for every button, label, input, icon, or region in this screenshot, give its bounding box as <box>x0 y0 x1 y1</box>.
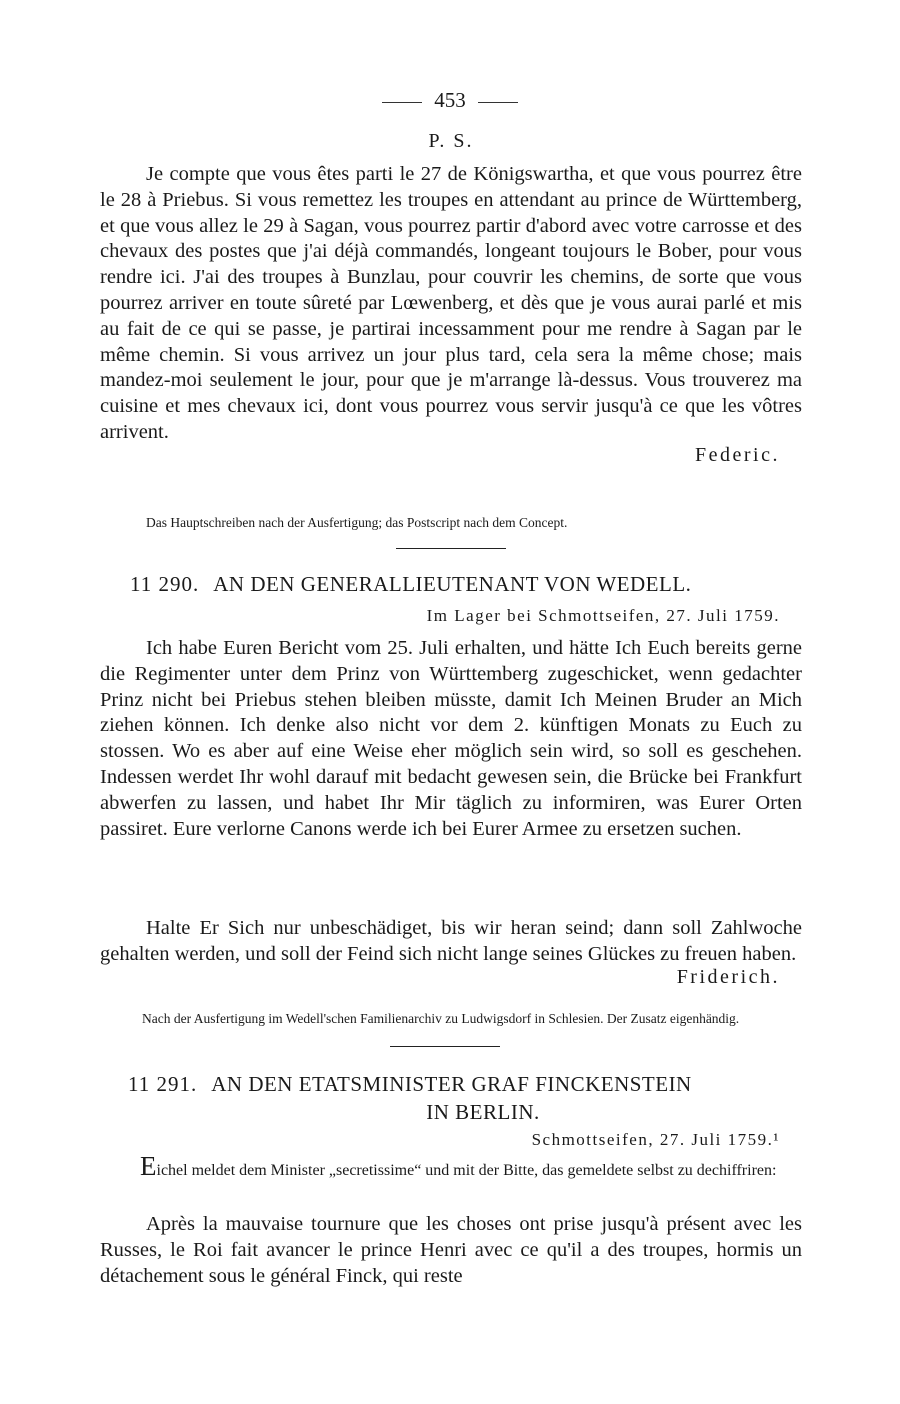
letter-11290-place: Im Lager bei Schmottseifen, 27. Juli 1759. <box>426 606 780 625</box>
letter-11290-source-note <box>100 1010 802 1027</box>
letter-11290-title: AN DEN GENERALLIEUTENANT VON WEDELL. <box>213 572 692 596</box>
ps-heading: P. S. <box>428 130 474 152</box>
letter-11291-number: 11 291. <box>128 1072 198 1096</box>
page-number-dash-left <box>382 102 422 103</box>
page-number-line <box>0 88 900 113</box>
letter-11291-intro <box>100 1151 802 1181</box>
letter-11291-title-line1: AN DEN ETATSMINISTER GRAF FINCKENSTEIN <box>211 1072 692 1096</box>
ps-source-note <box>146 514 786 531</box>
letter-11290-postscript <box>100 916 802 989</box>
ps-section <box>100 162 802 467</box>
letter-11291-intro-initial: E <box>140 1151 157 1181</box>
ps-text: Je compte que vous êtes parti le 27 de Königswartha, et que vous pourrez être le 28 à Priebus. Si vous remettez les troupes en attendant au prince de Württemberg, et que vous allez le 29 à Sagan, vous pourrez partir d'abord avec votre carrosse et des chevaux des postes que j'ai déjà commandés, longeant toujours le Bober, pour vous rendre ici. J'ai des troupes à Bunzlau, pour couvrir les chemins, de sorte que vous pourrez arriver en toute sûreté par Lœwenberg, et dès que je vous aurai parlé et mis au fait de ce qui se passe, je partirai incessamment pour me rendre à Sagan par le même chemin. Si vous arrivez un jour plus tard, cela sera la même chose; mais mandez-moi seulement le jour, pour que je m'arrange là-dessus. Vous trouverez ma cuisine et mes chevaux ici, dont vous pourrez vous servir jusqu'à ce que les vôtres arrivent. <box>100 163 802 443</box>
letter-11290-body <box>100 636 802 842</box>
letter-11290-heading <box>130 572 810 597</box>
letter-11290-paragraph-1: Ich habe Euren Bericht vom 25. Juli erhalten, und hätte Ich Euch bereits gerne die Regimenter unter dem Prinz von Württemberg zugeschicket, wenn gedachter Prinz nicht bei Priebus stehen bleiben müsste, damit Ich Meinen Bruder an Mich ziehen können. Ich denke also nicht vor dem 2. künftigen Monats zu Euch zu stossen. Wo es aber auf eine Weise eher möglich sein wird, so soll es geschehen. Indessen werdet Ihr wohl darauf mit bedacht gewesen sein, die Brücke bei Frankfurt abwerfen zu lassen, und habet Ihr Mir täglich zu informiren, was Eurer Orten passiret. Eure verlorne Canons werde ich bei Eurer Armee zu ersetzen suchen. <box>100 637 802 840</box>
ps-note: Das Hauptschreiben nach der Ausfertigung; das Postscript nach dem Concept. <box>146 515 568 530</box>
letter-11291-intro-text: ichel meldet dem Minister „secretissime“ und mit der Bitte, das gemeldete selbst zu dechiffriren: <box>156 1162 777 1179</box>
section-divider <box>396 548 506 549</box>
page-number-dash-right <box>478 102 518 103</box>
letter-11291-heading <box>128 1072 808 1125</box>
letter-11290-number: 11 290. <box>130 572 200 596</box>
section-divider-2 <box>390 1046 500 1047</box>
letter-11291-place: Schmottseifen, 27. Juli 1759.¹ <box>531 1130 780 1149</box>
ps-signature: Federic. <box>695 443 780 466</box>
letter-11290-note: Nach der Ausfertigung im Wedell'schen Familienarchiv zu Ludwigsdorf in Schlesien. Der Zusatz eigenhändig. <box>142 1011 740 1026</box>
letter-11291-intro-block <box>100 1151 802 1181</box>
letter-11290-paragraph-2: Halte Er Sich nur unbeschädiget, bis wir heran seind; dann soll Zahlwoche gehalten werden, und soll der Feind sich nicht lange seines Glückes zu freuen haben. <box>100 917 802 965</box>
letter-11290-signature: Friderich. <box>676 965 780 988</box>
letter-11291-title-line2: IN BERLIN. <box>426 1100 540 1124</box>
page-number: 453 <box>434 88 466 112</box>
letter-11291-body <box>100 1212 802 1289</box>
letter-11291-text: Après la mauvaise tournure que les choses ont prise jusqu'à présent avec les Russes, le Roi fait avancer le prince Henri avec ce qu'il a des troupes, hormis un détachement sous le général Finck, qui reste <box>100 1213 802 1287</box>
